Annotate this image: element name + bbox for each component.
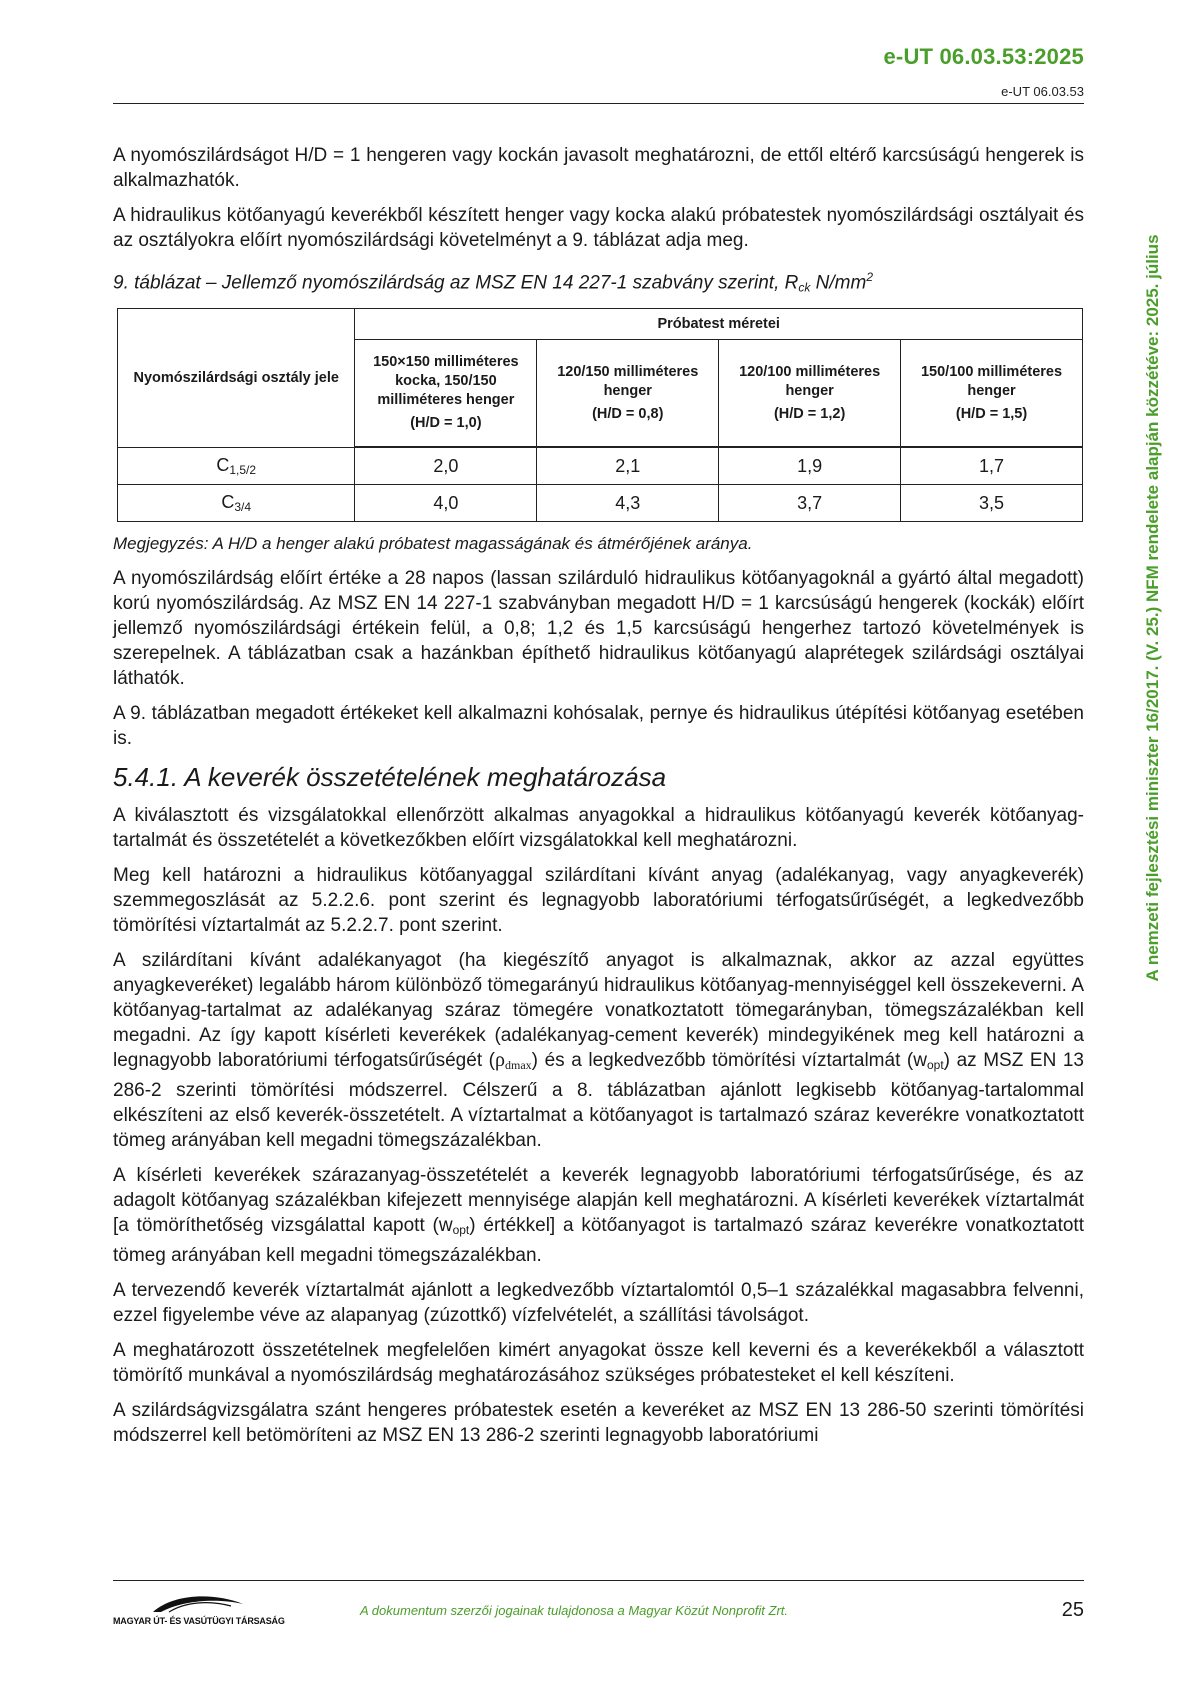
col-header-ratio: (H/D = 0,8) <box>592 405 664 422</box>
footer-divider <box>113 1580 1084 1581</box>
logo-swoosh-icon <box>113 1592 273 1614</box>
paragraph: Meg kell határozni a hidraulikus kötőanyaggal szilárdítani kívánt anyag (adalékanyag, vagy anyagkeverék) szemmegoszlását az 5.2.2.6. pont szerint és legnagyobb laboratóriumi térfogatsűrűségét, a legkedvezőbb tömörítési víztartalmát az 5.2.2.7. pont szerint. <box>113 865 1084 937</box>
paragraph: A szilárdságvizsgálatra szánt hengeres próbatestek esetén a keveréket az MSZ EN 13 286-50 szerinti tömörítési módszerrel kell betömöríteni az MSZ EN 13 286-2 szerinti legnagyobb laboratóriumi <box>113 1400 1084 1447</box>
section-heading: 5.4.1. A keverék összetételének meghatározása <box>113 762 667 793</box>
paragraph: A tervezendő keverék víztartalmát ajánlott a legkedvezőbb víztartalomtól 0,5–1 százalékkal magasabbra felvenni, ezzel figyelembe véve az alapanyag (zúzottkő) vízfelvételét, a szállítási távolságot. <box>113 1280 1084 1327</box>
table-note: Megjegyzés: A H/D a henger alakú próbatest magasságának és átmérőjének aránya. <box>113 534 753 554</box>
paragraph: A kísérleti keverékek szárazanyag-összetételét a keverék legnagyobb laboratóriumi térfogatsűrűsége, és az adagolt kötőanyag százalékban kifejezett mennyisége alapján kell meghatározni. A kísérleti keverékek víztartalmát [a tömöríthetőség vizsgálattal kapott $(w_{opt})$ értékkel] a kötőanyagot is tartalmazó száraz keverékre vonatkoztatott tömeg arányában kell megadni tömegszázalékban. <box>113 1165 1084 1267</box>
copyright-notice: A dokumentum szerzői jogainak tulajdonosa a Magyar Közút Nonprofit Zrt. <box>360 1603 789 1618</box>
paragraph: A nyomószilárdságot H/D = 1 hengeren vagy kockán javasolt meghatározni, de ettől eltérő karcsúságú hengerek is alkalmazhatók. <box>113 145 1084 191</box>
col-header-size <box>537 340 719 448</box>
value-cell: 4,0 <box>355 485 537 522</box>
col-header-size <box>355 340 537 448</box>
table-header-row <box>118 309 1083 340</box>
paragraph: A szilárdítani kívánt adalékanyagot (ha kiegészítő anyagot is alkalmaznak, akkor az azzal együttes anyagkeveréket) legalább három különböző tömegarányú hidraulikus kötőanyag-mennyiséggel kell összekeverni. A kötőanyag-tartalmat az adalékanyag száraz tömegére vonatkoztatott tömegarányban, tömegszázalékban kell megadni. Az így kapott kísérleti keverékek (adalékanyag-cement keverék) mindegyikének meg kell határozni a legnagyobb laboratóriumi térfogatsűrűségét $(\rho_{dmax})$ és a legkedvezőbb tömörítési víztartalmát $(w_{opt})$ az MSZ EN 13 286-2 szerinti tömörítési módszerrel. Célszerű a 8. táblázatban ajánlott legkisebb kötőanyag-tartalommal elkészíteni az első keverék-összetételt. A víztartalmat a kötőanyagot is tartalmazó száraz keverékre vonatkoztatott tömeg arányában kell megadni tömegszázalékban. <box>113 950 1084 1152</box>
col-header-label: 150×150 milliméteres kocka, 150/150 milliméteres henger <box>373 354 519 409</box>
value-cell: 1,9 <box>719 447 901 485</box>
col-group-header: Próbatest méretei <box>355 309 1083 340</box>
value-cell: 2,0 <box>355 447 537 485</box>
caption-text: 9. táblázat – Jellemző nyomószilárdság az MSZ EN 14 227-1 szabvány szerint, R <box>113 272 799 294</box>
header-divider <box>113 103 1084 104</box>
col-header-label: 150/100 milliméteres henger <box>920 363 1063 399</box>
col-header-size <box>719 340 901 448</box>
paragraph: A 9. táblázatban megadott értékeket kell alkalmazni kohósalak, pernye és hidraulikus útépítési kötőanyag esetében is. <box>113 703 1084 750</box>
caption-subscript: ck <box>798 280 811 295</box>
col-header-ratio: (H/D = 1,2) <box>773 405 846 422</box>
value-cell: 3,7 <box>719 485 901 522</box>
value-cell: 4,3 <box>537 485 719 522</box>
page-number: 25 <box>1061 1599 1084 1621</box>
logo-text: MAGYAR ÚT- ÉS VASÚTÜGYI TÁRSASÁG <box>113 1616 285 1626</box>
document-code: e-UT 06.03.53:2025 <box>883 44 1084 69</box>
paragraph: A kiválasztott és vizsgálatokkal ellenőrzött alkalmas anyagokkal a hidraulikus kötőanyagú keverék kötőanyag-tartalmát és összetételét a következőkben előírt vizsgálatokkal kell meghatározni. <box>113 805 1084 852</box>
col-header-label: 120/100 milliméteres henger <box>739 363 881 399</box>
paragraph: A hidraulikus kötőanyagú keverékből készített henger vagy kocka alakú próbatestek nyomószilárdsági osztályait és az osztályokra előírt nyomószilárdsági követelményt a 9. táblázat adja meg. <box>113 205 1084 251</box>
table-caption <box>113 265 1084 300</box>
value-cell: 3,5 <box>901 485 1083 522</box>
caption-superscript: 2 <box>866 270 873 284</box>
society-logo <box>113 1592 285 1626</box>
col-header-ratio: (H/D = 1,5) <box>955 405 1028 422</box>
strength-class-table <box>117 308 1083 522</box>
value-cell: 1,7 <box>901 447 1083 485</box>
paragraph: A meghatározott összetételnek megfelelően kimért anyagokat össze kell keverni és a keverékekből a választott tömörítő munkával a nyomószilárdság meghatározásához szükséges próbatesteket el kell készíteni. <box>113 1340 1084 1387</box>
class-cell: $C_{3/4}$ <box>118 485 355 522</box>
caption-tail: N/mm <box>810 272 867 294</box>
side-publication-note <box>1143 160 1163 1055</box>
col-header-ratio: (H/D = 1,0) <box>410 415 482 432</box>
document-code-small: e-UT 06.03.53 <box>1001 84 1084 99</box>
col-header-size <box>901 340 1083 448</box>
table-row <box>118 447 1083 485</box>
class-cell: $C_{1,5/2}$ <box>118 447 355 485</box>
table-row <box>118 485 1083 522</box>
paragraph: A nyomószilárdság előírt értéke a 28 napos (lassan szilárduló hidraulikus kötőanyagoknál a gyártó által megadott) korú nyomószilárdság. Az MSZ EN 14 227-1 szabványban megadott H/D = 1 karcsúságú hengerek (kockák) előírt jellemző nyomószilárdsági értékein felül, a 0,8; 1,2 és 1,5 karcsúságú hengerhez tartozó követelmények is szerepelnek. A táblázatban csak a hazánkban építhető hidraulikus kötőanyagú alaprétegek szilárdsági osztályai láthatók. <box>113 568 1084 690</box>
col-header-label: 120/150 milliméteres henger <box>557 363 699 399</box>
value-cell: 2,1 <box>537 447 719 485</box>
page-content <box>113 143 1084 1458</box>
col-header-class: Nyomószilárdsági osztály jele <box>118 309 355 448</box>
side-note-text: A nemzeti fejlesztési miniszter 16/2017. (V. 25.) NFM rendelete alapján közzétéve: 2025. július <box>1143 233 1162 982</box>
